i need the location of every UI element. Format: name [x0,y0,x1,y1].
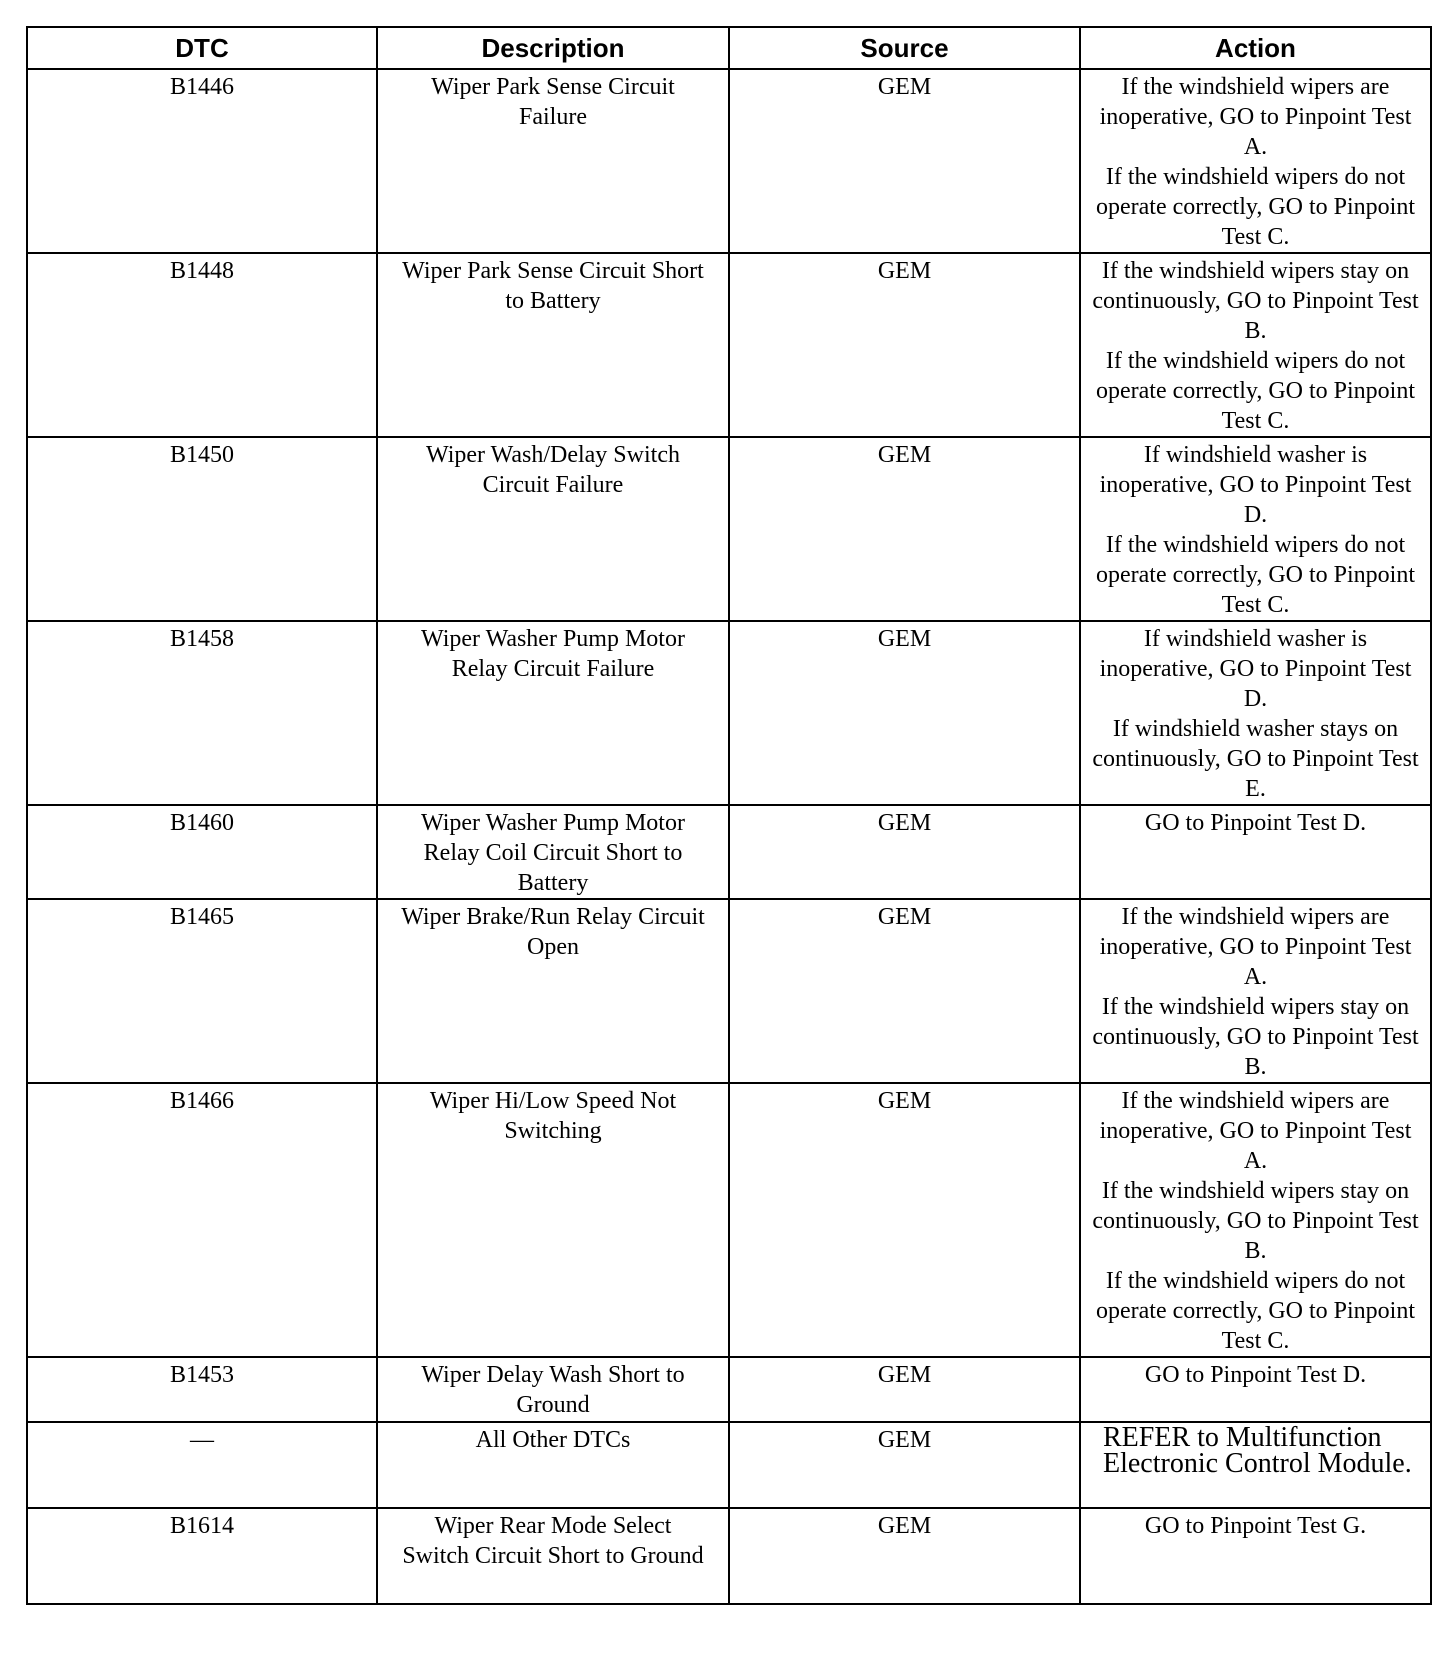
source-cell: GEM [729,69,1080,253]
action-text: If the windshield wipers are inoperative, GO to Pinpoint Test A. [1099,1088,1412,1174]
table-body [27,69,1431,1604]
header-source: Source [729,27,1080,69]
table-row [27,69,1431,253]
action-text: GO to Pinpoint Test G. [1144,1513,1367,1539]
table-row [27,253,1431,437]
dtc-table [26,26,1432,1605]
source-cell: GEM [729,1083,1080,1357]
table-row [27,899,1431,1083]
description-cell: Wiper Washer Pump Motor Relay Circuit Failure [377,621,729,805]
description-cell: Wiper Park Sense Circuit Short to Battery [377,253,729,437]
action-cell [1080,437,1431,621]
dtc-cell: B1465 [27,899,377,1083]
description-cell: Wiper Park Sense Circuit Failure [377,69,729,253]
source-cell: GEM [729,253,1080,437]
header-description: Description [377,27,729,69]
action-text: If the windshield wipers are inoperative, GO to Pinpoint Test A. [1099,904,1412,990]
action-text: If the windshield wipers stay on continuously, GO to Pinpoint Test B. [1092,258,1419,344]
table-row [27,1508,1431,1604]
dtc-cell: — [27,1422,377,1508]
action-text: If windshield washer is inoperative, GO to Pinpoint Test D. [1099,626,1412,712]
table-row [27,1422,1431,1508]
action-text: If windshield washer stays on continuously, GO to Pinpoint Test E. [1092,716,1419,802]
table-row [27,1083,1431,1357]
action-text: REFER to Multifunction Electronic Control Module. [1103,1422,1412,1479]
source-cell: GEM [729,621,1080,805]
dtc-cell: B1614 [27,1508,377,1604]
action-cell [1080,1357,1431,1422]
table-row [27,805,1431,899]
description-cell: Wiper Brake/Run Relay Circuit Open [377,899,729,1083]
action-cell [1080,621,1431,805]
table-header-row [27,27,1431,69]
header-dtc: DTC [27,27,377,69]
action-text: If the windshield wipers do not operate correctly, GO to Pinpoint Test C. [1095,348,1416,434]
action-text: If the windshield wipers do not operate correctly, GO to Pinpoint Test C. [1095,532,1416,618]
action-text: If the windshield wipers are inoperative, GO to Pinpoint Test A. [1099,74,1412,160]
source-cell: GEM [729,1422,1080,1508]
action-text: GO to Pinpoint Test D. [1144,810,1367,836]
description-cell: Wiper Hi/Low Speed Not Switching [377,1083,729,1357]
action-cell [1080,805,1431,899]
description-cell: All Other DTCs [377,1422,729,1508]
action-cell [1080,1508,1431,1604]
dtc-cell: B1460 [27,805,377,899]
source-cell: GEM [729,1508,1080,1604]
source-cell: GEM [729,899,1080,1083]
header-action: Action [1080,27,1431,69]
dtc-cell: B1458 [27,621,377,805]
dtc-cell: B1466 [27,1083,377,1357]
dtc-cell: B1450 [27,437,377,621]
description-cell: Wiper Delay Wash Short to Ground [377,1357,729,1422]
source-cell: GEM [729,1357,1080,1422]
action-cell [1080,69,1431,253]
action-text: If windshield washer is inoperative, GO to Pinpoint Test D. [1099,442,1412,528]
action-cell [1080,899,1431,1083]
description-cell: Wiper Rear Mode Select Switch Circuit Short to Ground [377,1508,729,1604]
table-row [27,1357,1431,1422]
table-row [27,621,1431,805]
action-cell [1080,1083,1431,1357]
action-text: If the windshield wipers stay on continuously, GO to Pinpoint Test B. [1092,994,1419,1080]
action-text: If the windshield wipers stay on continuously, GO to Pinpoint Test B. [1092,1178,1419,1264]
source-cell: GEM [729,805,1080,899]
action-text: If the windshield wipers do not operate correctly, GO to Pinpoint Test C. [1095,164,1416,250]
description-cell: Wiper Washer Pump Motor Relay Coil Circuit Short to Battery [377,805,729,899]
action-text: If the windshield wipers do not operate correctly, GO to Pinpoint Test C. [1095,1268,1416,1354]
table-row [27,437,1431,621]
source-cell: GEM [729,437,1080,621]
description-cell: Wiper Wash/Delay Switch Circuit Failure [377,437,729,621]
action-cell [1080,1422,1431,1508]
action-cell [1080,253,1431,437]
dtc-cell: B1453 [27,1357,377,1422]
dtc-cell: B1448 [27,253,377,437]
action-text: GO to Pinpoint Test D. [1144,1362,1367,1388]
dtc-cell: B1446 [27,69,377,253]
